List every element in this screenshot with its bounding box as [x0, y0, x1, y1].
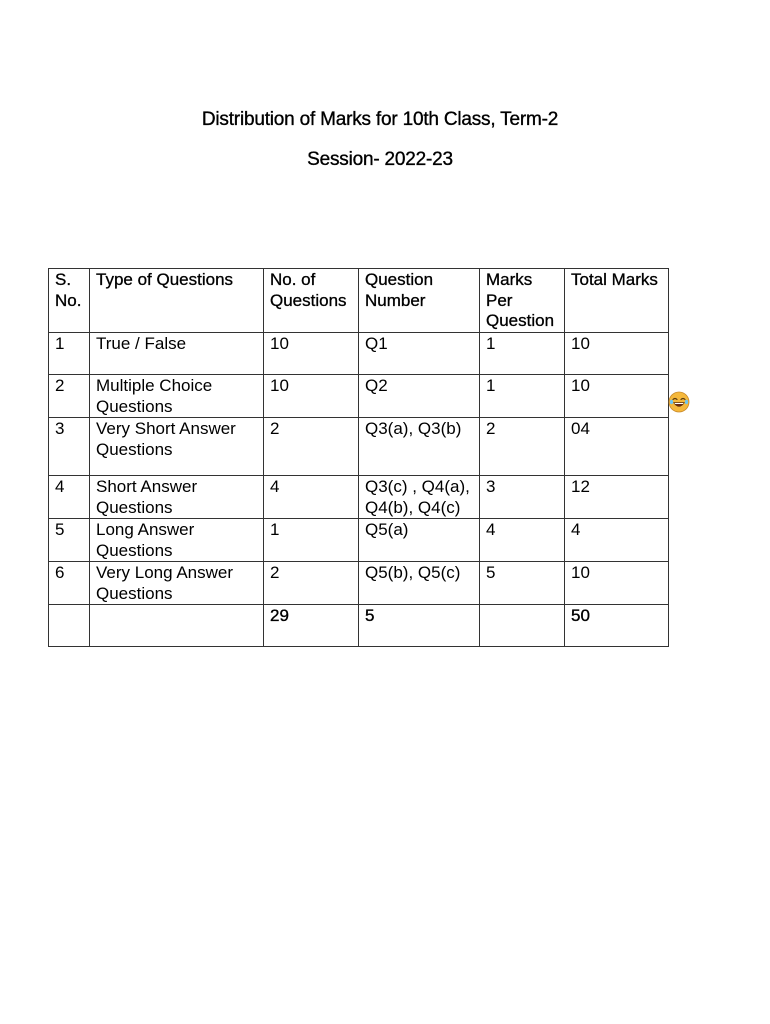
cell-total-marks: 10	[565, 562, 669, 605]
document-title: Distribution of Marks for 10th Class, Term-2	[201, 109, 559, 130]
cell-sno: 3	[49, 418, 90, 476]
table-row	[49, 476, 669, 519]
cell-question-number: Q3(c) , Q4(a), Q4(b), Q4(c)	[359, 476, 480, 519]
cell-type: Very Short Answer Questions	[90, 418, 264, 476]
cell-empty	[480, 605, 565, 647]
table-totals-row	[49, 605, 669, 647]
cell-marks-per-question: 4	[480, 519, 565, 562]
table-header-row	[49, 269, 669, 333]
cell-type: Short Answer Questions	[90, 476, 264, 519]
cell-sno: 2	[49, 375, 90, 418]
total-question-number: 5	[359, 605, 480, 647]
cell-question-number: Q5(a)	[359, 519, 480, 562]
cell-type: Long Answer Questions	[90, 519, 264, 562]
cell-marks-per-question: 1	[480, 333, 565, 375]
cell-count: 10	[264, 333, 359, 375]
table-row	[49, 333, 669, 375]
cell-marks-per-question: 1	[480, 375, 565, 418]
cell-count: 1	[264, 519, 359, 562]
cell-type: Very Long Answer Questions	[90, 562, 264, 605]
cell-question-number: Q1	[359, 333, 480, 375]
header-sno: S. No.	[49, 269, 90, 333]
cell-total-marks: 10	[565, 333, 669, 375]
cell-marks-per-question: 5	[480, 562, 565, 605]
marks-distribution-table	[48, 268, 669, 647]
table-row	[49, 562, 669, 605]
laughing-face-icon	[668, 391, 690, 413]
cell-count: 2	[264, 562, 359, 605]
cell-question-number: Q2	[359, 375, 480, 418]
header-total-marks: Total Marks	[565, 269, 669, 333]
cell-total-marks: 04	[565, 418, 669, 476]
cell-total-marks: 10	[565, 375, 669, 418]
cell-sno: 1	[49, 333, 90, 375]
cell-marks-per-question: 3	[480, 476, 565, 519]
cell-question-number: Q5(b), Q5(c)	[359, 562, 480, 605]
cell-empty	[49, 605, 90, 647]
cell-count: 2	[264, 418, 359, 476]
table-row	[49, 519, 669, 562]
table-row	[49, 375, 669, 418]
cell-type: Multiple Choice Questions	[90, 375, 264, 418]
table-row	[49, 418, 669, 476]
cell-sno: 4	[49, 476, 90, 519]
cell-count: 10	[264, 375, 359, 418]
total-count: 29	[264, 605, 359, 647]
cell-marks-per-question: 2	[480, 418, 565, 476]
header-type: Type of Questions	[90, 269, 264, 333]
header-marks-per-question: Marks Per Question	[480, 269, 565, 333]
cell-empty	[90, 605, 264, 647]
cell-sno: 6	[49, 562, 90, 605]
header-question-number: Question Number	[359, 269, 480, 333]
cell-question-number: Q3(a), Q3(b)	[359, 418, 480, 476]
header-count: No. of Questions	[264, 269, 359, 333]
session-label: Session- 2022-23	[307, 149, 453, 170]
cell-type: True / False	[90, 333, 264, 375]
cell-count: 4	[264, 476, 359, 519]
cell-total-marks: 12	[565, 476, 669, 519]
cell-sno: 5	[49, 519, 90, 562]
cell-total-marks: 4	[565, 519, 669, 562]
total-marks: 50	[565, 605, 669, 647]
